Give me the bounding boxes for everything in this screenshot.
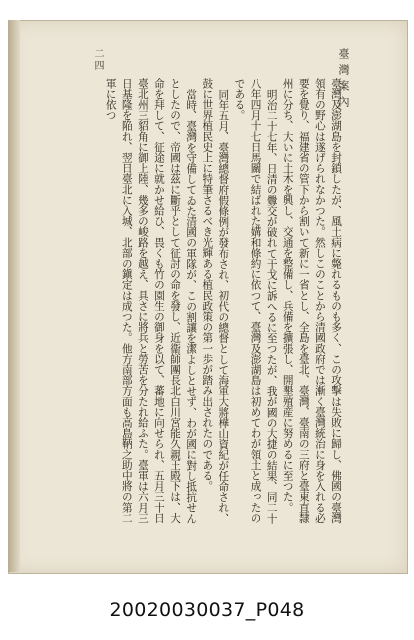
running-header-title: 臺灣案內 [337,48,350,112]
paragraph: 明治二十七年、日清の釁交が破れて干戈に訴へるに至つたが、我が國の大捷の結果、同二十八年四月十七日馬關で結ばれた媾和條約に依つて、臺灣及澎湖島は初めてわが領土と成ったのである。 [233,78,278,524]
page-number: 二四 [92,48,103,72]
page-gutter-shadow [8,20,20,572]
vertical-body-text [24,78,344,533]
paragraph: 同年五月、臺灣總督府假條例が發布され、初代の總督として海軍大將樺山資紀が任命され、鼓に世界植民史上に特筆さるべき光輝ある植民政策の第一歩が踏み出されたのである。 [201,78,230,524]
paragraph: 當時、臺灣を守備してゐた清國の軍隊が、この割讓を潔よしとせず、わが國に對し抵抗せんとしたので、帝國は茲に斷乎として征討の命を發し、近衞師團長北白川宮能久親王殿下は、大命を拜して、征途に就かせ給ひ、畏くも竹の園生の御身を以て、蕃地に向せられ、五月三十日臺北州三貂角に御上陸、幾多の峻路を越え、具さに將兵と勞苦を分たれ給ふた。臺軍は六月三日基隆を陥れ、翌日臺北に入城、北部の鎭定は成つた。他方南部方面も高島鞆之助中將の第二軍に依つ [104,78,198,524]
paragraph: 臺灣及澎湖島を封鎖したが、風土病に斃れるものも多く、この攻擊は失敗に歸し、佛國の臺灣領有の野心は遂げられなかつた。然しこのことから清國政府では漸く臺灣統治に身を入れる必要を覺り、福建省の管下から割いて新に一省とし、全島を臺北、臺灣、臺南の三府と臺東直隸州に分ち、大いに土木を興し、交通を整備し、兵備を擴張し、開墾殖産に努めるに至つた。 [281,78,342,524]
image-id-caption: 20020030037_P048 [109,599,305,621]
